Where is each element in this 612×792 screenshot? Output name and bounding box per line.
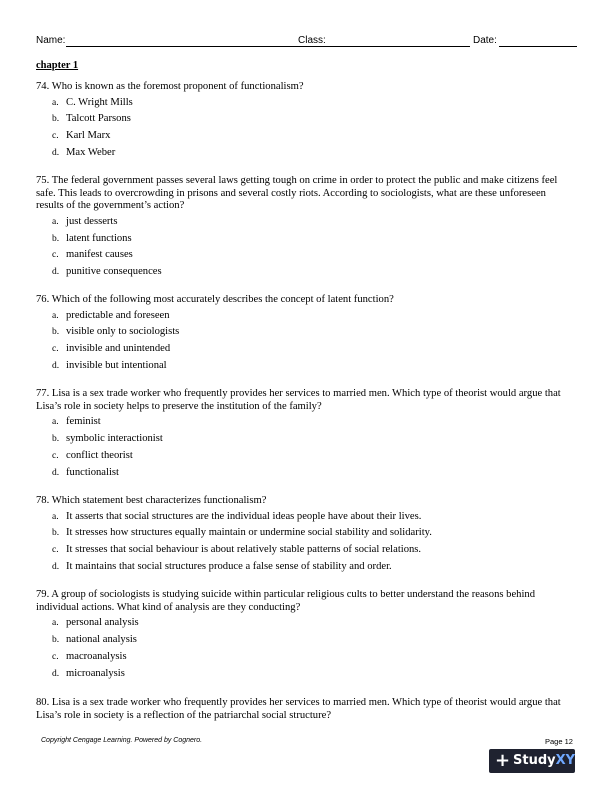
option-list <box>36 509 576 576</box>
question-77 <box>36 388 576 481</box>
name-field-line <box>66 46 331 47</box>
option-d: d. Max Weber <box>52 146 116 158</box>
date-field-line <box>499 46 577 47</box>
option-d: d. invisible but intentional <box>52 359 167 371</box>
question-75 <box>36 175 576 281</box>
option-b: b. visible only to sociologists <box>52 326 180 338</box>
class-field-line <box>328 46 470 47</box>
option-list <box>36 414 576 481</box>
option-list <box>36 308 576 375</box>
option-b: b. It stresses how structures equally maintain or undermine social stability and solidarity. <box>52 527 432 539</box>
option-c: c. Karl Marx <box>52 130 111 142</box>
studyxy-logo[interactable] <box>489 749 575 773</box>
question-text: 79. A group of sociologists is studying suicide within particular religious cults to better understand the reasons behind individual actions. What kind of analysis are they conducting? <box>36 589 536 613</box>
question-text: 77. Lisa is a sex trade worker who frequently provides her services to married men. Which type of theorist would argue that Lisa’s role in society helps to preserve the institution of the family? <box>36 388 561 412</box>
option-list <box>36 214 576 281</box>
option-c: c. invisible and unintended <box>52 343 171 355</box>
option-a: a. just desserts <box>52 215 118 227</box>
question-74 <box>36 81 576 162</box>
option-d: d. microanalysis <box>52 667 125 679</box>
option-a: a. C. Wright Mills <box>52 96 133 108</box>
question-78 <box>36 495 576 576</box>
question-80 <box>36 697 576 722</box>
question-text: 78. Which statement best characterizes functionalism? <box>36 495 267 506</box>
date-label: Date: <box>473 35 497 46</box>
question-text: 75. The federal government passes several laws getting tough on crime in order to protect the public and make citizens feel safe. This leads to overcrowding in prisons and several costly riots. According to sociologists, what are these unforeseen results of the government’s action? <box>36 175 558 212</box>
question-79 <box>36 589 576 682</box>
option-c: c. manifest causes <box>52 249 133 261</box>
option-b: b. Talcott Parsons <box>52 113 131 125</box>
option-c: c. conflict theorist <box>52 449 133 461</box>
copyright-footer: Copyright Cengage Learning. Powered by Cognero. <box>41 737 203 744</box>
plus-icon: + <box>495 750 511 771</box>
option-c: c. macroanalysis <box>52 650 127 662</box>
option-d: d. punitive consequences <box>52 266 162 278</box>
option-b: b. national analysis <box>52 633 137 645</box>
page-number: Page 12 <box>545 737 573 746</box>
option-a: a. It asserts that social structures are the individual ideas people have about their lives. <box>52 510 422 522</box>
question-76 <box>36 294 576 375</box>
option-d: d. functionalist <box>52 466 119 478</box>
option-list <box>36 615 576 682</box>
option-list <box>36 95 576 162</box>
option-b: b. symbolic interactionist <box>52 432 163 444</box>
logo-text: StudyXY <box>513 753 576 768</box>
question-text: 76. Which of the following most accurately describes the concept of latent function? <box>36 294 394 305</box>
name-label: Name: <box>36 35 66 46</box>
question-text: 74. Who is known as the foremost proponent of functionalism? <box>36 81 304 92</box>
form-header <box>36 35 577 49</box>
class-label: Class: <box>298 35 326 46</box>
chapter-heading: chapter 1 <box>36 60 79 71</box>
option-d: d. It maintains that social structures produce a false sense of stability and order. <box>52 560 392 572</box>
option-a: a. personal analysis <box>52 617 139 629</box>
option-a: a. predictable and foreseen <box>52 309 170 321</box>
question-text: 80. Lisa is a sex trade worker who frequently provides her services to married men. Which type of theorist would argue that Lisa’s role in society is a reflection of the patriarchal social structure? <box>36 697 561 721</box>
option-c: c. It stresses that social behaviour is about relatively stable patterns of social relations. <box>52 544 422 556</box>
option-b: b. latent functions <box>52 232 132 244</box>
option-a: a. feminist <box>52 416 101 428</box>
